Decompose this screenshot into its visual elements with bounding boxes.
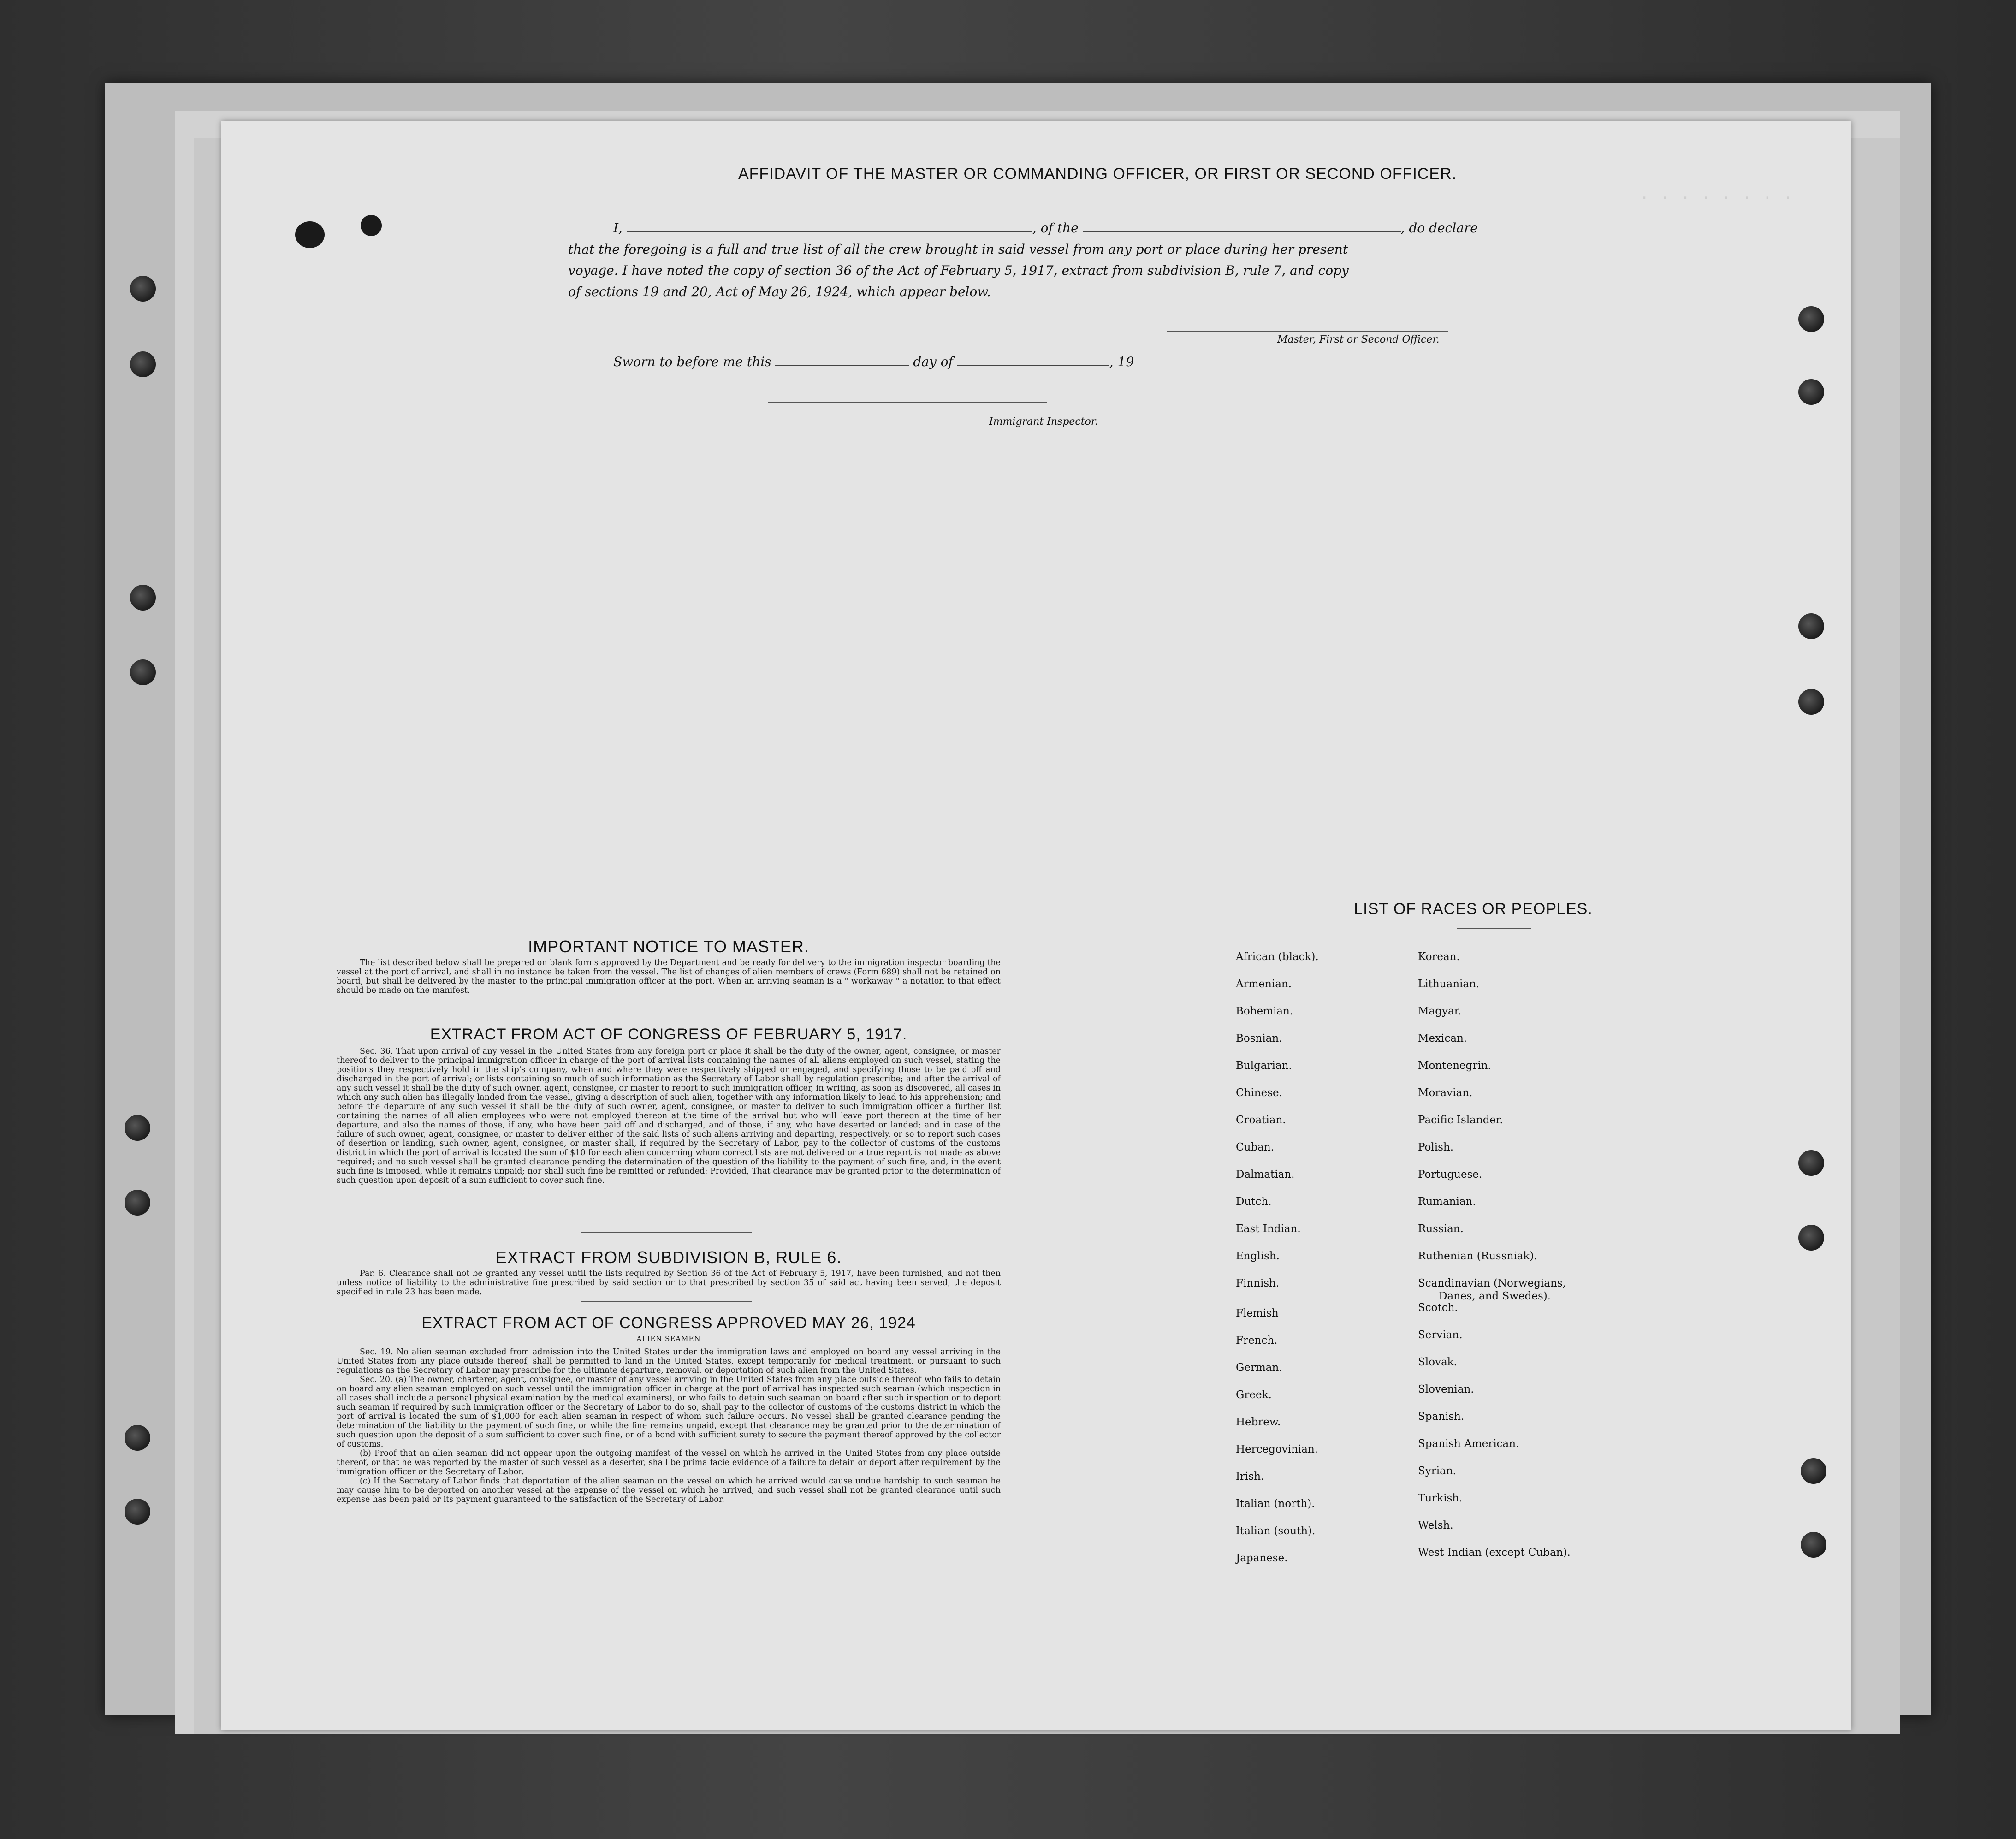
race-item: Irish. xyxy=(1236,1471,1264,1483)
race-item: Spanish American. xyxy=(1418,1438,1519,1450)
race-item: Servian. xyxy=(1418,1329,1463,1341)
sec-20b-paragraph: (b) Proof that an alien seaman did not appear upon the outgoing manifest of the vessel on which he arrived in the United States from any place outside thereof, or that he was reported by the master of such vessel as a deserter, shall be prima facie evidence of a failure to detain or deport after requirement by the immigration officer or the Secretary of Labor. xyxy=(337,1449,1001,1477)
race-item: Syrian. xyxy=(1418,1465,1456,1477)
binder-hole xyxy=(1798,1150,1824,1176)
ink-blot xyxy=(295,221,325,248)
race-item: Scotch. xyxy=(1418,1302,1458,1314)
binder-hole xyxy=(125,1190,150,1216)
binder-hole xyxy=(125,1115,150,1141)
race-item: Japanese. xyxy=(1236,1552,1288,1564)
race-item: Spanish. xyxy=(1418,1411,1465,1423)
race-item: Turkish. xyxy=(1418,1492,1463,1504)
race-item: Korean. xyxy=(1418,951,1460,963)
sec-19-paragraph: Sec. 19. No alien seaman excluded from admission into the United States under the immigration laws and employed on board any vessel arriving in the United States from any place outside thereof, shall be permitted to land in the United States, except temporarily for medical treatment, or pursuant to such regulations as the Secretary of Labor may prescribe for the ultimate departure, removal, or deportation of such alien from the United States. xyxy=(337,1347,1001,1375)
extract-1924-text xyxy=(337,1347,1001,1504)
inspector-caption: Immigrant Inspector. xyxy=(989,416,1098,427)
races-title-underline xyxy=(1457,928,1531,929)
affidavit-page xyxy=(221,121,1851,1730)
race-item: Bohemian. xyxy=(1236,1005,1293,1017)
race-item: Italian (north). xyxy=(1236,1498,1315,1510)
binder-hole xyxy=(130,276,156,302)
race-item: African (black). xyxy=(1236,951,1319,963)
year-prefix: , 19 xyxy=(1109,354,1134,369)
notice-text xyxy=(337,958,1001,995)
race-item: Chinese. xyxy=(1236,1087,1282,1099)
race-item: Flemish xyxy=(1236,1307,1279,1319)
extract-1924-title: EXTRACT FROM ACT OF CONGRESS APPROVED MAY 26, 1924 xyxy=(421,1314,916,1332)
race-item: Magyar. xyxy=(1418,1005,1462,1017)
extract-1917-text xyxy=(337,1047,1001,1185)
sec-36-paragraph: Sec. 36. That upon arrival of any vessel in the United States from any foreign port or place it shall be the duty of the owner, agent, consignee, or master thereof to deliver to the principal immigration officer in charge of the port of arrival lists containing the names of all aliens employed on such vessel, stating the positions they respectively hold in the ship's company, when and where they were respectively shipped or engaged, and specifying those to be paid off and discharged in the port of arrival; or lists containing so much of such information as the Secretary of Labor shall by regulation prescribe; and after the arrival of any such vessel it shall be the duty of such owner, agent, consignee, or master to report to such immigration officer, in writing, as soon as discovered, all cases in which any such alien has illegally landed from the vessel, giving a description of such alien, together with any information likely to lead to his apprehension; and before the departure of any such vessel it shall be the duty of such owner, agent, consignee, or master to deliver to such immigration officer a further list containing the names of all alien employees who were not employed thereon at the time of the arrival but who will leave port thereon at the time of her departure, and also the names of those, if any, who have been paid off and discharged, and of those, if any, who have deserted or landed; and in case of the failure of such owner, agent, consignee, or master to deliver either of the said lists of such aliens arriving and departing, respectively, or so to report such cases of desertion or landing, such owner, agent, consignee, or master shall, if required by the Secretary of Labor, pay to the collector of customs of the customs district in which the port of arrival is located the sum of $10 for each alien concerning whom correct lists are not delivered or a true report is not made as above required; and no such vessel shall be granted clearance pending the determination of the question of the liability to the payment of such fine, and, in the event such fine is imposed, while it remains unpaid; nor shall such fine be remitted or refunded: Provided, That clearance may be granted prior to the determination of such question upon deposit of a sum sufficient to cover such fine. xyxy=(337,1047,1001,1185)
race-item: Italian (south). xyxy=(1236,1525,1316,1537)
race-item: German. xyxy=(1236,1362,1282,1374)
race-item: French. xyxy=(1236,1335,1278,1347)
race-item: East Indian. xyxy=(1236,1223,1301,1235)
rule-6-title: EXTRACT FROM SUBDIVISION B, RULE 6. xyxy=(495,1248,842,1267)
race-item: Greek. xyxy=(1236,1389,1272,1401)
race-item: Moravian. xyxy=(1418,1087,1473,1099)
day-blank[interactable] xyxy=(775,356,909,366)
race-item: Slovak. xyxy=(1418,1356,1457,1368)
race-item: Hebrew. xyxy=(1236,1416,1281,1428)
binder-hole xyxy=(1801,1458,1826,1484)
race-item: Hercegovinian. xyxy=(1236,1443,1318,1455)
master-signature-line[interactable] xyxy=(1167,331,1448,332)
race-item: Bulgarian. xyxy=(1236,1060,1292,1072)
race-item: Portuguese. xyxy=(1418,1169,1482,1181)
race-item: Polish. xyxy=(1418,1141,1454,1153)
race-item: Lithuanian. xyxy=(1418,978,1480,990)
affidavit-line-3: voyage. I have noted the copy of section 36 of the Act of February 5, 1917, extract from subdivision B, rule 7, and copy xyxy=(568,263,1349,278)
binder-hole xyxy=(125,1499,150,1525)
race-item: West Indian (except Cuban). xyxy=(1418,1547,1571,1559)
race-item: Armenian. xyxy=(1236,978,1292,990)
race-item: Bosnian. xyxy=(1236,1032,1282,1044)
master-caption: Master, First or Second Officer. xyxy=(1277,334,1440,345)
race-item: Croatian. xyxy=(1236,1114,1286,1126)
race-item: Finnish. xyxy=(1236,1277,1280,1289)
races-title: LIST OF RACES OR PEOPLES. xyxy=(1354,900,1593,918)
race-item-continuation: Danes, and Swedes). xyxy=(1439,1290,1551,1302)
section-divider xyxy=(581,1232,752,1233)
sworn-label: Sworn to before me this xyxy=(613,354,771,369)
race-item: Rumanian. xyxy=(1418,1196,1476,1208)
day-of-label: day of xyxy=(913,354,953,369)
affidavit-title: AFFIDAVIT OF THE MASTER OR COMMANDING OFFICER, OR FIRST OR SECOND OFFICER. xyxy=(738,165,1457,183)
binder-hole xyxy=(125,1425,150,1451)
par-6-paragraph: Par. 6. Clearance shall not be granted any vessel until the lists required by Section 36 of the Act of February 5, 1917, have been furnished, and not then unless notice of liability to the administrative fine prescribed by said section or to that prescribed by section 35 of said act having been served, the deposit specified in rule 23 has been made. xyxy=(337,1269,1001,1297)
ink-blot xyxy=(361,215,382,236)
race-item: English. xyxy=(1236,1250,1280,1262)
name-blank[interactable] xyxy=(627,222,1032,232)
race-item: Dalmatian. xyxy=(1236,1169,1295,1181)
binder-hole xyxy=(130,585,156,611)
notice-title: IMPORTANT NOTICE TO MASTER. xyxy=(528,937,809,956)
binder-hole xyxy=(1798,1225,1824,1251)
race-item: Pacific Islander. xyxy=(1418,1114,1503,1126)
binder-hole xyxy=(1798,306,1824,332)
section-divider xyxy=(581,1301,752,1302)
race-item: Dutch. xyxy=(1236,1196,1272,1208)
notice-paragraph: The list described below shall be prepared on blank forms approved by the Department and be ready for delivery to the immigration inspector boarding the vessel at the port of arrival, and shall in no instance be taken from the vessel. The list of changes of alien members of crews (Form 689) shall not be retained on board, but shall be delivered by the master to the principal immigration officer at the port. When an arriving seaman is a " workaway " a notation to that effect should be made on the manifest. xyxy=(337,958,1001,995)
race-item: Russian. xyxy=(1418,1223,1464,1235)
month-blank[interactable] xyxy=(957,356,1109,366)
binder-hole xyxy=(130,351,156,377)
race-item: Scandinavian (Norwegians, xyxy=(1418,1277,1566,1289)
race-item: Slovenian. xyxy=(1418,1383,1474,1395)
race-item: Ruthenian (Russniak). xyxy=(1418,1250,1537,1262)
race-item: Mexican. xyxy=(1418,1032,1467,1044)
binder-hole xyxy=(1801,1532,1826,1558)
binder-hole xyxy=(130,659,156,685)
declare-of-the: , of the xyxy=(1032,220,1079,236)
sec-20a-paragraph: Sec. 20. (a) The owner, charterer, agent, consignee, or master of any vessel arriving in the United States from any place outside thereof who fails to detain on board any alien seaman employed on such vessel until the immigration officer in charge at the port of arrival has inspected such seaman (which inspection in all cases shall include a personal physical examination by the medical examiners), or who fails to detain such seaman on board after such inspection or to deport such seaman if required by such immigration officer or the Secretary of Labor to do so, shall pay to the collector of customs of the customs district in which the port of arrival is located the sum of $1,000 for each alien seaman in respect of whom such failure occurs. No vessel shall be granted clearance pending the determination of the liability to the payment of such fine, or while the fine remains unpaid, except that clearance may be granted prior to the determination of such question upon the deposit of a sum sufficient to cover such fine, or of a bond with sufficient surety to secure the payment thereof approved by the collector of customs. xyxy=(337,1375,1001,1449)
race-item: Cuban. xyxy=(1236,1141,1274,1153)
alien-seamen-subtitle: ALIEN SEAMEN xyxy=(636,1335,701,1343)
sec-20c-paragraph: (c) If the Secretary of Labor finds that deportation of the alien seaman on the vessel on which he arrived would cause undue hardship to such seaman he may cause him to be deported on another vessel at the expense of the vessel on which he arrived, and such vessel shall not be granted clearance until such expense has been paid or its payment guaranteed to the satisfaction of the Secretary of Labor. xyxy=(337,1477,1001,1504)
binder-hole xyxy=(1798,689,1824,715)
extract-1917-title: EXTRACT FROM ACT OF CONGRESS OF FEBRUARY 5, 1917. xyxy=(430,1026,907,1043)
affidavit-line-4: of sections 19 and 20, Act of May 26, 1924, which appear below. xyxy=(568,284,991,299)
binder-hole xyxy=(1798,379,1824,405)
bleed-through-text: . . . . . . . . xyxy=(1642,181,1796,203)
inspector-signature-line[interactable] xyxy=(768,402,1047,403)
race-item: Welsh. xyxy=(1418,1519,1453,1531)
affidavit-line-2: that the foregoing is a full and true list of all the crew brought in said vessel from any port or place during her present xyxy=(568,242,1348,257)
vessel-blank[interactable] xyxy=(1083,222,1401,232)
rule-6-text xyxy=(337,1269,1001,1297)
race-item: Montenegrin. xyxy=(1418,1060,1491,1072)
declare-do: , do declare xyxy=(1400,220,1478,236)
declare-line xyxy=(613,220,1478,236)
sworn-line xyxy=(613,354,1134,369)
binder-hole xyxy=(1798,613,1824,639)
declare-i: I, xyxy=(613,220,623,236)
